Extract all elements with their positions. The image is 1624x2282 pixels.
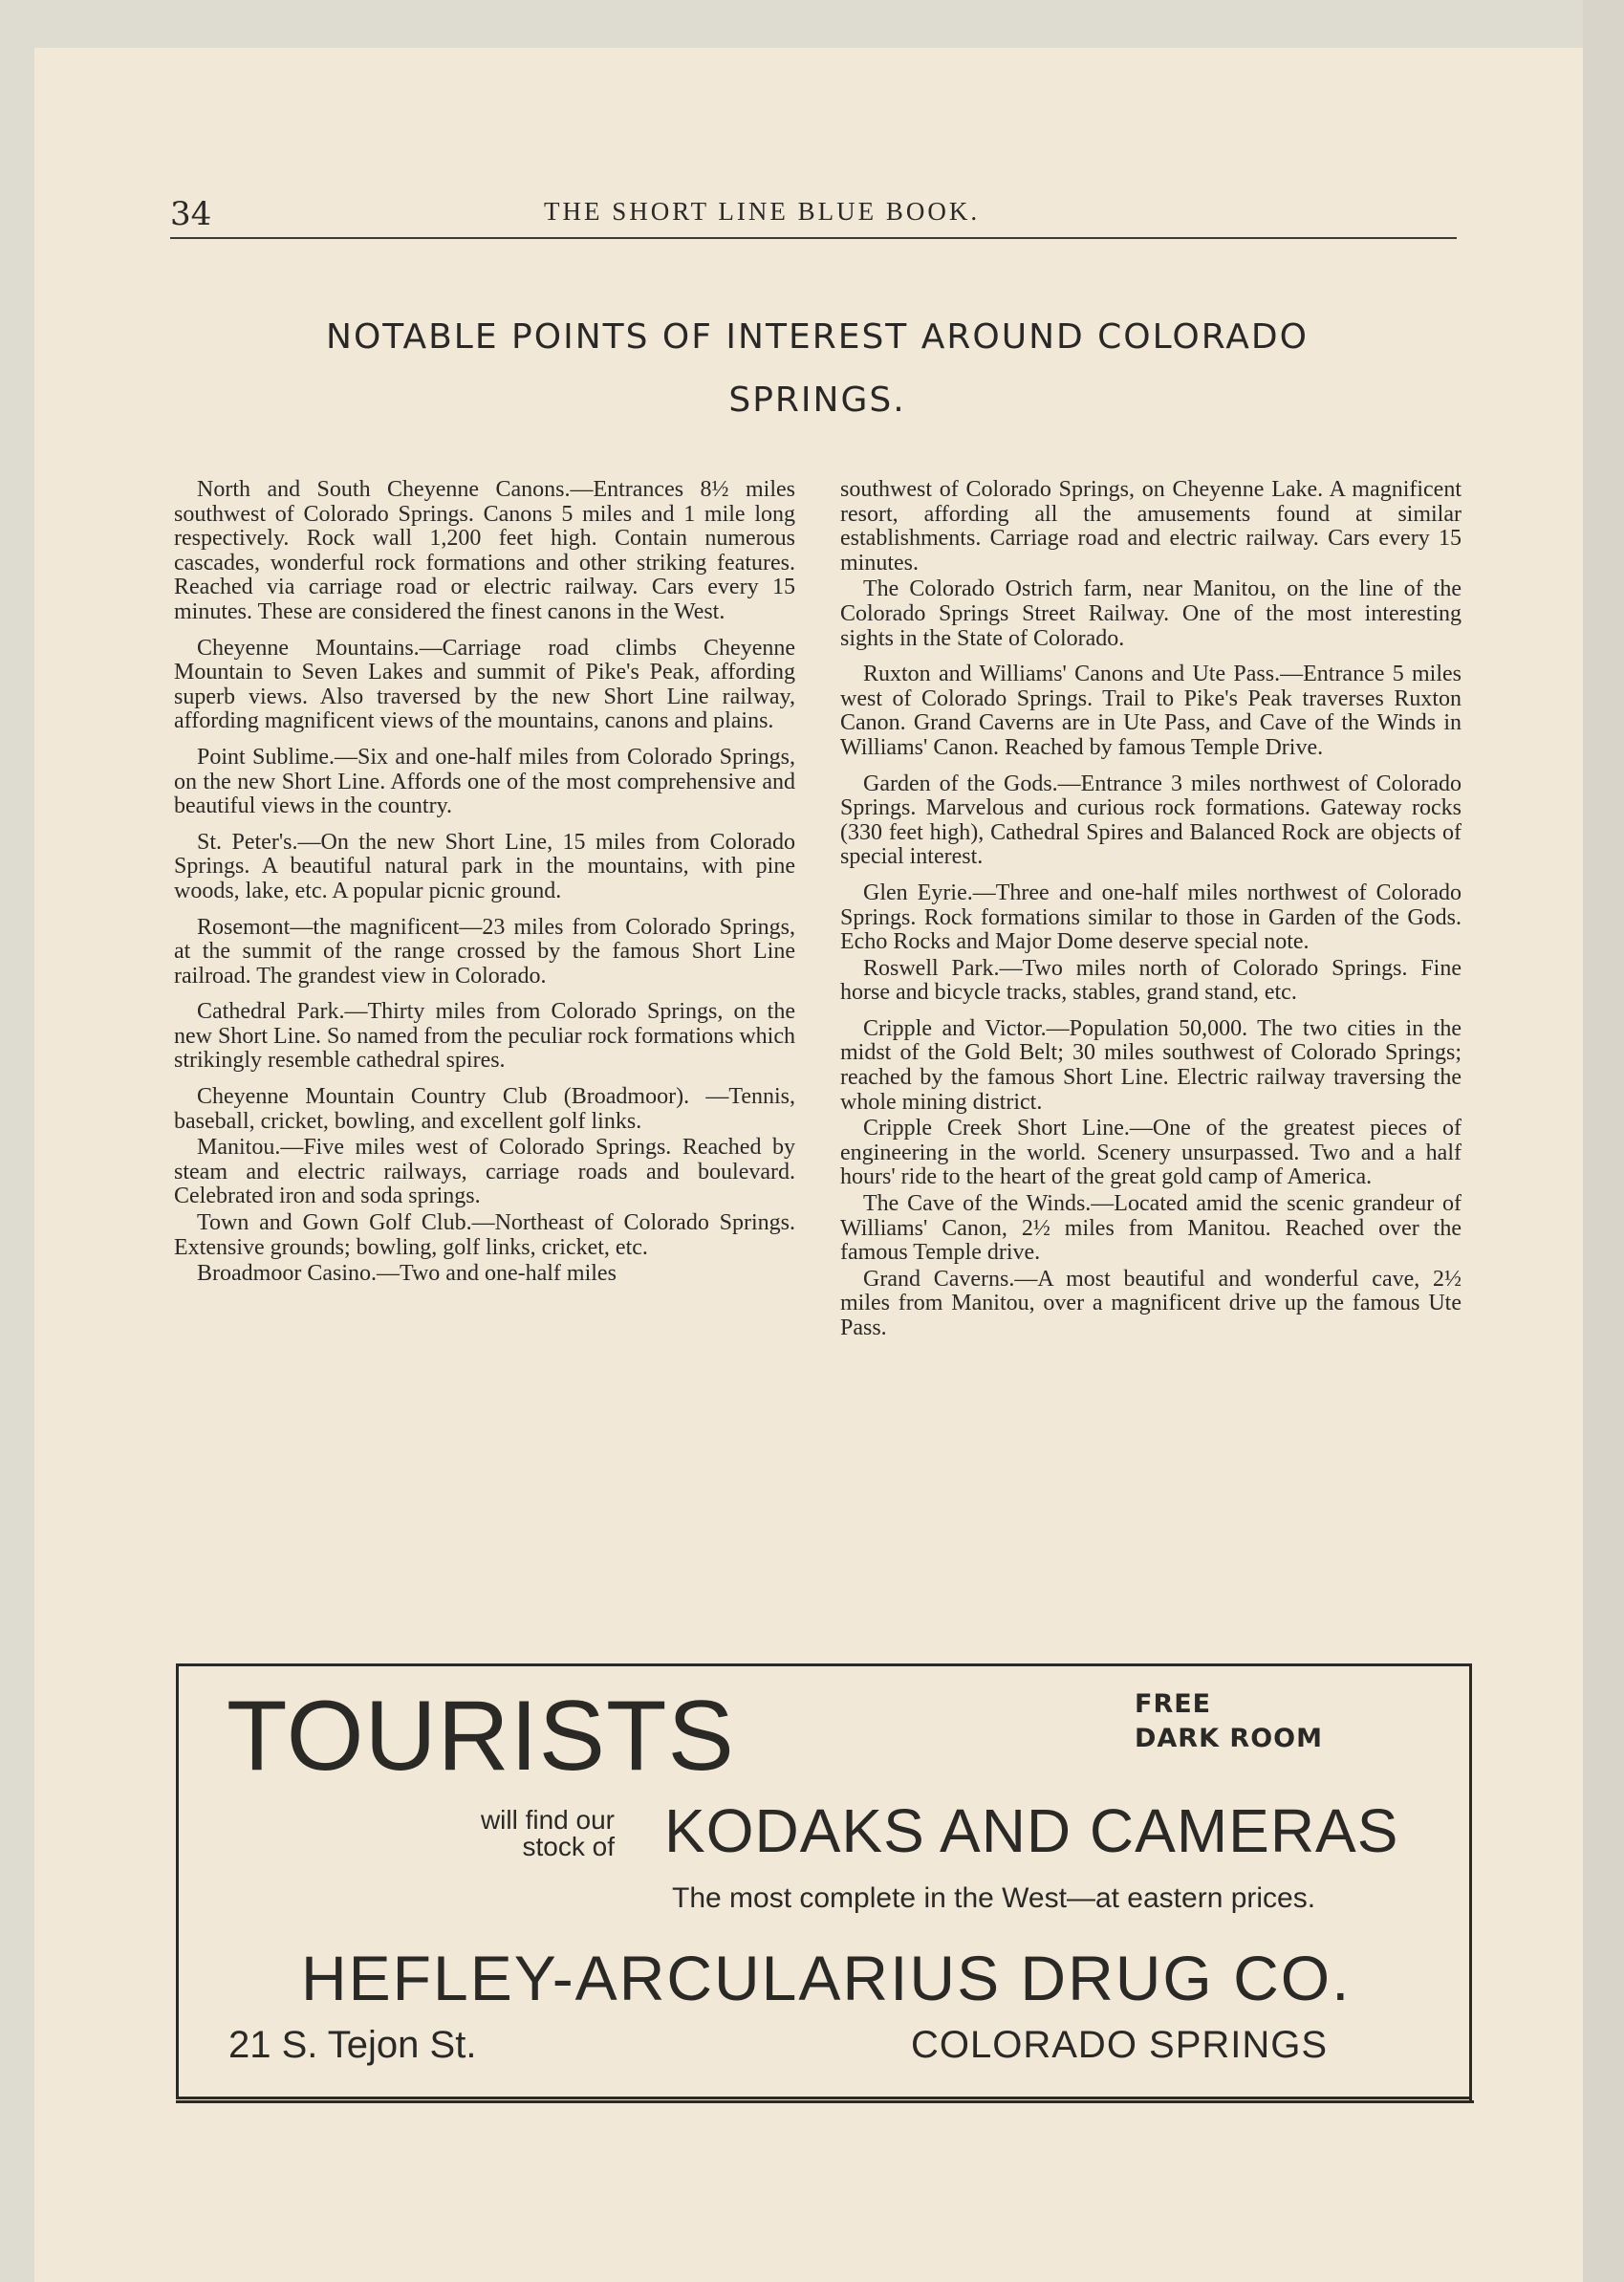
ad-will-find-line-1: will find our (480, 1805, 615, 1835)
entry-cave-of-winds: The Cave of the Winds.—Located amid the scenic grandeur of Williams' Canon, 2½ miles from Manitou. Reached over the famous Temple drive. (840, 1191, 1462, 1266)
ad-company-name: HEFLEY-ARCULARIUS DRUG CO. (301, 1943, 1352, 2013)
ad-will-find (466, 1807, 615, 1860)
ad-free-line: FREE (1135, 1689, 1212, 1719)
left-column (174, 478, 795, 1289)
advertisement-box (176, 1663, 1472, 2099)
ad-product: KODAKS AND CAMERAS (664, 1796, 1399, 1865)
entry-ruxton-ute-pass: Ruxton and Williams' Canons and Ute Pass.—Entrance 5 miles west of Colorado Springs. Trail to Pike's Peak traverses Ruxton Canon. Grand Caverns are in Ute Pass, and Cave of the Winds in Williams' Canon. Reached by famous Temple Drive. (840, 662, 1462, 760)
entry-broadmoor-casino: Broadmoor Casino.—Two and one-half miles (197, 1261, 617, 1287)
ad-shadow-rule-bottom (176, 2100, 1474, 2103)
ad-tagline: The most complete in the West—at eastern prices. (672, 1882, 1316, 1914)
section-title-line-2: SPRINGS. (728, 380, 906, 420)
entry-ostrich-farm: The Colorado Ostrich farm, near Manitou, on the line of the Colorado Springs Street Railway. One of the most interesting sights in the State of Colorado. (840, 576, 1462, 651)
entry-garden-of-gods: Garden of the Gods.—Entrance 3 miles northwest of Colorado Springs. Marvelous and curious rock formations. Gateway rocks (330 feet high), Cathedral Spires and Balanced Rock are objects of special interest. (840, 771, 1462, 870)
entry-cheyenne-mountains: Cheyenne Mountains.—Carriage road climbs Cheyenne Mountain to Seven Lakes and summit of Pike's Peak, affording superb views. Also traversed by the new Short Line railway, affording magnificent views of the mountains, canons and plains. (174, 635, 795, 734)
right-column (840, 478, 1462, 1343)
entry-glen-eyrie: Glen Eyrie.—Three and one-half miles northwest of Colorado Springs. Rock formations similar to those in Garden of the Gods. Echo Rocks and Major Dome deserve special note. (840, 880, 1462, 955)
entry-cripple-victor: Cripple and Victor.—Population 50,000. The two cities in the midst of the Gold Belt; 30 miles southwest of Colorado Springs; reached by the famous Short Line. Electric railway traversing the whole mining district. (840, 1015, 1462, 1115)
page-header (170, 189, 1457, 239)
section-title (201, 306, 1434, 432)
entry-manitou: Manitou.—Five miles west of Colorado Springs. Reached by steam and electric railways, carriage roads and boulevard. Celebrated iron and soda springs. (174, 1135, 795, 1209)
entry-cathedral-park: Cathedral Park.—Thirty miles from Colorado Springs, on the new Short Line. So named from the peculiar rock formations which strikingly resemble cathedral spires. (174, 999, 795, 1074)
section-title-line-1: NOTABLE POINTS OF INTEREST AROUND COLORADO (326, 317, 1309, 357)
ad-address: 21 S. Tejon St. (228, 2024, 477, 2066)
entry-point-sublime: Point Sublime.—Six and one-half miles from Colorado Springs, on the new Short Line. Affords one of the most comprehensive and beautiful views in the country. (174, 744, 795, 819)
ad-will-find-line-2: stock of (522, 1832, 615, 1861)
entry-rosemont: Rosemont—the magnificent—23 miles from Colorado Springs, at the summit of the range crossed by the famous Short Line railroad. The grandest view in Colorado. (174, 914, 795, 989)
entry-cheyenne-canons: North and South Cheyenne Canons.—Entrances 8½ miles southwest of Colorado Springs. Canons 5 miles and 1 mile long respectively. Rock wall 1,200 feet high. Contain numerous cascades, wonderful rock formations and other striking features. Reached via carriage road or electric railway. Cars every 15 minutes. These are considered the finest canons in the West. (174, 477, 795, 624)
entry-short-line: Cripple Creek Short Line.—One of the greatest pieces of engineering in the world. Scenery unsurpassed. Two and a half hours' ride to the heart of the great gold camp of America. (840, 1116, 1462, 1190)
ad-shadow-rule-right (1469, 1663, 1472, 2103)
scan-background (1583, 0, 1624, 2282)
entry-grand-caverns: Grand Caverns.—A most beautiful and wonderful cave, 2½ miles from Manitou, over a magnificent drive up the famous Ute Pass. (840, 1266, 1462, 1340)
ad-free-darkroom (1135, 1687, 1323, 1756)
entry-golf-club: Town and Gown Golf Club.—Northeast of Colorado Springs. Extensive grounds; bowling, golf links, cricket, etc. (174, 1210, 795, 1260)
entry-broadmoor-casino-cont: southwest of Colorado Springs, on Cheyenne Lake. A magnificent resort, affording all the amusements found at similar establishments. Carriage road and electric railway. Cars every 15 minutes. (840, 477, 1462, 576)
entry-roswell-park: Roswell Park.—Two miles north of Colorado Springs. Fine horse and bicycle tracks, stables, grand stand, etc. (840, 955, 1462, 1006)
ad-headline: TOURISTS (227, 1681, 735, 1792)
entry-country-club: Cheyenne Mountain Country Club (Broadmoor). —Tennis, baseball, cricket, bowling, and excellent golf links. (174, 1084, 795, 1134)
ad-city: COLORADO SPRINGS (911, 2024, 1329, 2066)
ad-darkroom-line: DARK ROOM (1135, 1724, 1323, 1753)
running-title: THE SHORT LINE BLUE BOOK. (544, 197, 981, 226)
page-number: 34 (170, 195, 212, 233)
entry-st-peters: St. Peter's.—On the new Short Line, 15 miles from Colorado Springs. A beautiful natural park in the mountains, with pine woods, lake, etc. A popular picnic ground. (174, 829, 795, 903)
